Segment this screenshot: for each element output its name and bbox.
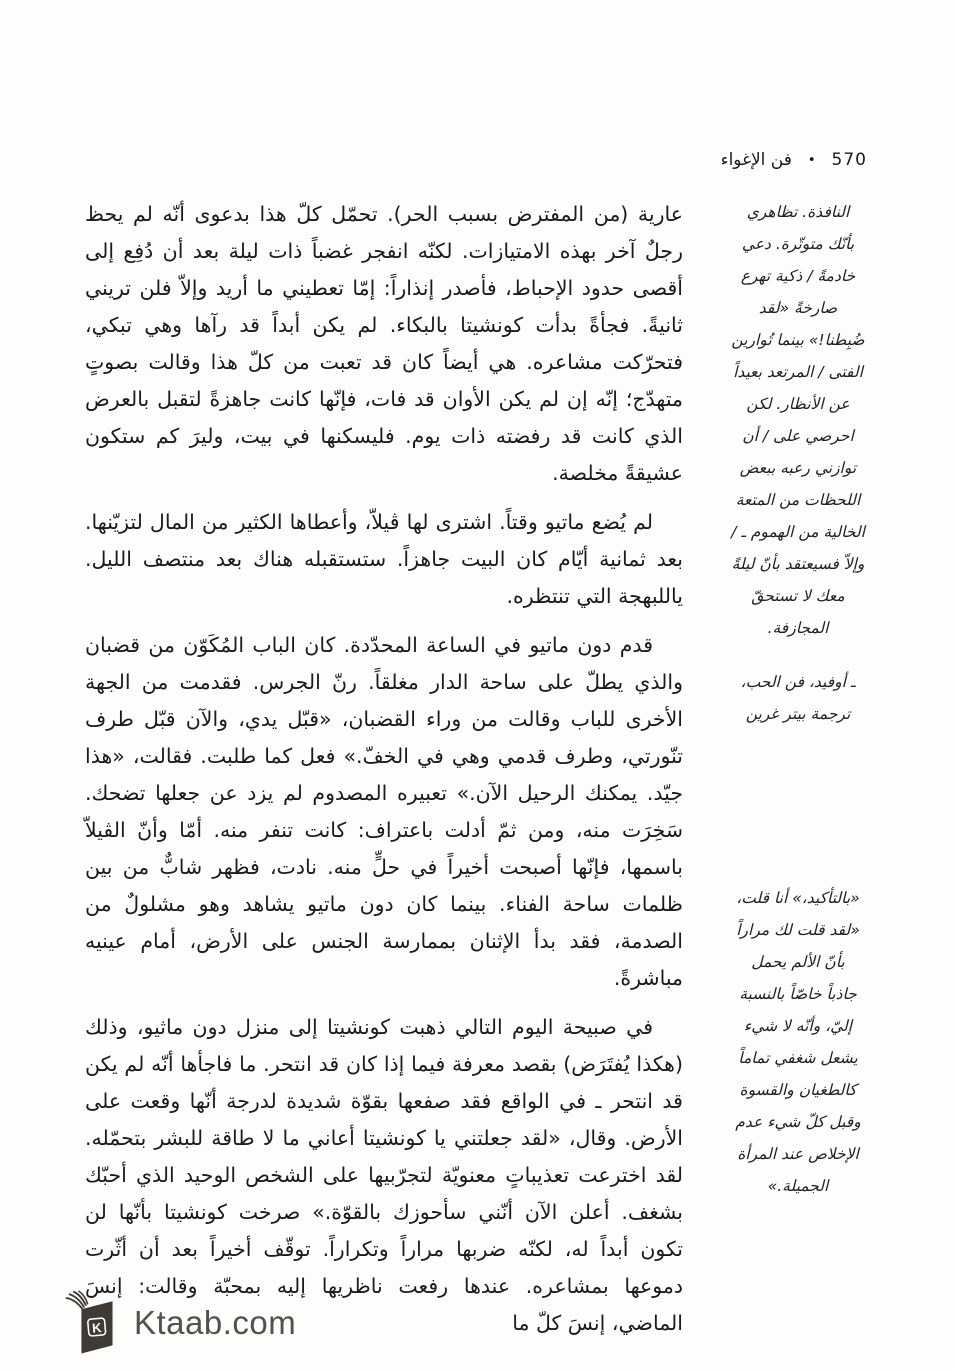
- margin-note-line: إليّ، وأنّه لا شيء: [743, 1017, 853, 1035]
- margin-note-line: الإخلاص عند المرأة: [737, 1145, 859, 1163]
- paragraph: في صبيحة اليوم التالي ذهبت كونشيتا إلى منزل دون ماثيو، وذلك (هكذا يُفتَرَض) بقصد معرفة فيما إذا كان قد انتحر. ما فاجأها أنّه لم يكن قد انتحر ـ في الواقع فقد صفعها بقوّة شديدة لدرجة أنّها وقعت على الأرض. وقال، «لقد جعلتني يا كونشيتا أعاني ما لا طاقة للبشر بتحمّله. لقد اخترعت تعذيباتٍ معنويّة لتجرّبيها على الشخص الوحيد الذي أحبّك بشغف. أعلن الآن أنّني سأحوزك بالقوّة.» صرخت كونشيتا بأنّها لن تكون أبداً له، لكنّه ضربها مراراً وتكراراً. توقّف أخيراً بعد أن أثّرت دموعها بمشاعره. عندها رفعت ناظريها إليه بمحبّة وقالت: إنسَ الماضي، إنسَ كلّ ما: [85, 1015, 683, 1335]
- ktaab-book-logo-icon: [64, 1290, 120, 1356]
- margin-note-line: معك لا تستحقّ: [751, 587, 845, 605]
- margin-quote-second: [689, 882, 907, 1202]
- margin-note-line: «لقد قلت لك مراراً: [736, 921, 860, 939]
- margin-note-line: بأنّ الألم يحمل: [751, 953, 845, 971]
- margin-note-line: النافذة. تظاهري: [746, 203, 850, 221]
- book-title: فن الإغواء: [720, 150, 792, 170]
- header-bullet-icon: •: [807, 152, 816, 168]
- content-area: [0, 196, 955, 1354]
- paragraph: لم يُضع ماتيو وقتاً. اشترى لها ڤيلاّ، وأعطاها الكثير من المال لتزيّنها. بعد ثمانية أيّام كان البيت جاهزاً. ستستقبله هناك بعد منتصف الليل. ياللبهجة التي تنتظره.: [85, 510, 683, 608]
- margin-note-line: المجازفة.: [767, 619, 829, 637]
- margin-note-line: كالطغيان والقسوة: [739, 1081, 857, 1099]
- attribution-line: ترجمة بيتر غرين: [745, 705, 851, 723]
- margin-note-line: خادمةً / ذكية تهرع: [740, 267, 856, 285]
- margin-note-line: جاذباً خاصّاً بالنسبة: [739, 985, 857, 1003]
- margin-note-line: الجميلة.»: [767, 1177, 829, 1195]
- margin-note-line: وإلاّ فسيعتقد بأنّ ليلةً: [731, 555, 865, 573]
- margin-note-line: عن الأنظار. لكن: [746, 395, 850, 413]
- margin-note-line: يشعل شغفي تماماً: [738, 1049, 858, 1067]
- paragraph: عارية (من المفترض بسبب الحر). تحمّل كلّ هذا بدعوى أنّه لم يحظ رجلٌ آخر بهذه الامتيازات. لكنّه انفجر غضباً ذات ليلة بعد أن دُفِع إلى أقصى حدود الإحباط، فأصدر إنذاراً: إمّا تعطيني ما أريد وإلاّ فلن تريني ثانيةً. فجأةً بدأت كونشيتا بالبكاء. لم يكن أبداً قد رآها وهي تبكي، فتحرّكت مشاعره. هي أيضاً كان قد تعبت من كلّ هذا وقالت بصوتٍ متهدّج؛ إنّه إن لم يكن الأوان قد فات، فإنّها كانت جاهزةً لتقبل بالعرض الذي كانت قد رفضته ذات يوم. فليسكنها في بيت، وليرَ كم ستكون عشيقةً مخلصة.: [85, 202, 683, 485]
- margin-note-line: بأنّك متوتّرة. دعي: [741, 235, 855, 253]
- running-head: [0, 150, 867, 170]
- brand-name: Ktaab.com: [134, 1304, 297, 1341]
- margin-notes-column: [689, 196, 907, 1354]
- body-text: [85, 196, 683, 1354]
- page-number: 570: [831, 150, 867, 170]
- brand-footer: [64, 1290, 296, 1356]
- margin-note-line: الفتى / المرتعد بعيداً: [733, 363, 863, 381]
- margin-note-line: «بالتأكيد،» أنا قلت،: [736, 889, 860, 907]
- margin-quote-attribution: [689, 666, 907, 730]
- svg-text:K: K: [91, 1319, 103, 1336]
- margin-note-line: وقبل كلّ شيء عدم: [735, 1113, 861, 1131]
- margin-note-line: ضُبِطنا!» بينما تُوارين: [731, 331, 865, 349]
- margin-quote-ovid: [689, 196, 907, 644]
- margin-note-line: الخالية من الهموم ـ /: [731, 523, 865, 541]
- margin-note-line: صارخةً «لقد: [758, 299, 838, 317]
- margin-note-line: اللحظات من المتعة: [735, 491, 861, 509]
- margin-note-line: احرصي على / أن: [742, 427, 854, 445]
- attribution-line: ـ أوفيد، فن الحب،: [740, 673, 856, 691]
- paragraph: قدم دون ماتيو في الساعة المحدّدة. كان الباب المُكَوّن من قضبان والذي يطلّ على ساحة الدار مغلقاً. رنّ الجرس. فقدمت من الجهة الأخرى للباب وقالت من وراء القضبان، «قبّل يدي، والآن قبّل طرف تنّورتي، وطرف قدمي وهي في الخفّ.» فعل كما طلبت. فقالت، «هذا جيّد. يمكنك الرحيل الآن.» تعبيره المصدوم لم يزد عن جعلها تضحك. سَخِرَت منه، ومن ثمّ أدلت باعتراف: كانت تنفر منه. أمّا وأنّ الڤيلاّ باسمها، فإنّها أصبحت أخيراً في حلٍّ منه. نادت، فظهر شابٌّ من بين ظلمات ساحة الفناء. بينما كان دون ماتيو يشاهد وهو مشلولٌ من الصدمة، فقد بدأ الإثنان بممارسة الجنس على الأرض، أمام عينيه مباشرةً.: [85, 633, 683, 990]
- margin-note-line: توازني رعبه ببعض: [739, 459, 857, 477]
